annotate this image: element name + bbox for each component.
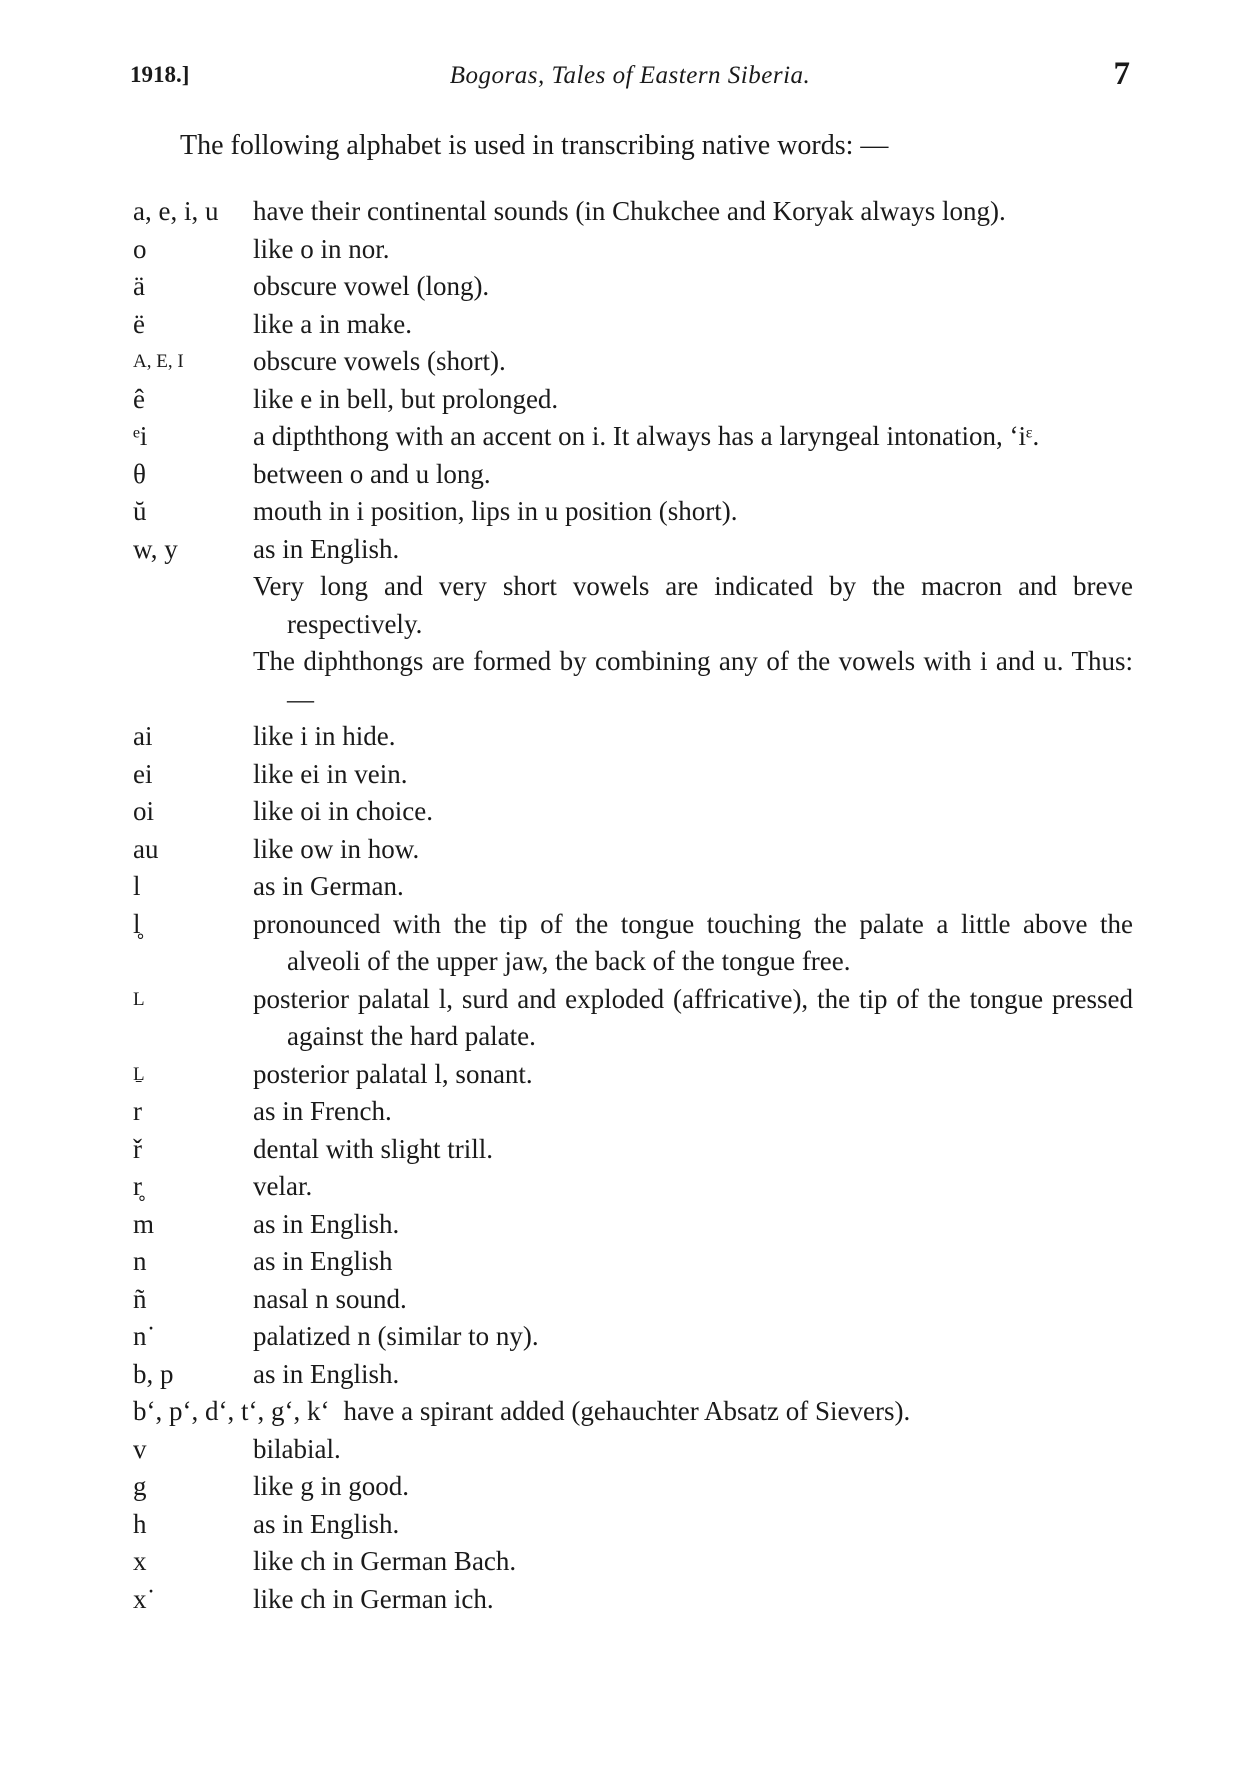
entry-description: The diphthongs are formed by combining any of the vowels with i and u. Thus: — <box>253 646 1133 714</box>
entry-symbol <box>133 643 253 718</box>
entry-symbol: Ḻ <box>133 1063 145 1085</box>
alphabet-entry <box>133 1506 1133 1544</box>
entry-symbol: ê <box>133 383 145 414</box>
entry-description: dental with slight trill. <box>253 1133 493 1164</box>
entry-description: obscure vowel (long). <box>253 271 490 301</box>
entry-description: like ch in German ich. <box>253 1583 494 1614</box>
alphabet-entry <box>133 1393 1133 1431</box>
entry-symbol: ä <box>133 271 145 301</box>
entry-description: bilabial. <box>253 1433 341 1464</box>
alphabet-entry <box>133 381 1133 419</box>
entry-description: have a spirant added (gehauchter Absatz of Sievers). <box>343 1396 911 1426</box>
entry-symbol: ᵉi <box>133 421 148 451</box>
running-header <box>130 56 1130 100</box>
entry-symbol: h <box>133 1508 147 1539</box>
header-title: Bogoras, Tales of Eastern Siberia. <box>449 62 811 89</box>
entry-description: nasal n sound. <box>253 1283 407 1314</box>
alphabet-entry <box>133 306 1133 344</box>
alphabet-entry <box>133 1056 1133 1094</box>
alphabet-entry <box>133 793 1133 831</box>
alphabet-table <box>133 193 1133 1618</box>
entry-description: as in English. <box>253 1208 400 1239</box>
entry-symbol <box>133 568 253 643</box>
alphabet-entry <box>133 643 1133 718</box>
entry-description: as in English. <box>253 1508 400 1539</box>
entry-symbol: b‘, p‘, d‘, t‘, g‘, k‘ <box>133 1396 330 1426</box>
alphabet-entry <box>133 1243 1133 1281</box>
intro-sentence: The following alphabet is used in transcribing native words: — <box>180 130 889 161</box>
alphabet-entry <box>133 1581 1133 1619</box>
entry-symbol: A, E, I <box>133 351 184 372</box>
entry-description: like ow in how. <box>253 833 420 864</box>
entry-symbol: ŭ <box>133 496 147 526</box>
alphabet-entry <box>133 1431 1133 1469</box>
entry-description: as in German. <box>253 871 404 901</box>
alphabet-entry <box>133 1131 1133 1169</box>
entry-symbol: n˙ <box>133 1321 156 1351</box>
alphabet-entry <box>133 268 1133 306</box>
alphabet-entry <box>133 981 1133 1056</box>
entry-description: like a in make. <box>253 308 412 339</box>
alphabet-entry <box>133 231 1133 269</box>
alphabet-entry <box>133 1281 1133 1319</box>
entry-symbol: ë <box>133 308 145 339</box>
entry-description: like oi in choice. <box>253 796 433 826</box>
alphabet-entry <box>133 1356 1133 1394</box>
entry-description: like g in good. <box>253 1471 409 1501</box>
entry-description: obscure vowels (short). <box>253 346 506 376</box>
alphabet-entry <box>133 1318 1133 1356</box>
alphabet-entry <box>133 756 1133 794</box>
entry-description: like i in hide. <box>253 721 396 751</box>
entry-symbol: au <box>133 833 159 864</box>
entry-description: have their continental sounds (in Chukchee and Koryak always long). <box>253 196 1006 226</box>
entry-symbol: x˙ <box>133 1583 156 1614</box>
entry-symbol: o <box>133 233 147 264</box>
alphabet-entry <box>133 493 1133 531</box>
header-year: 1918.] <box>130 62 190 87</box>
alphabet-entry <box>133 1543 1133 1581</box>
alphabet-entry <box>133 1468 1133 1506</box>
entry-description: pronounced with the tip of the tongue touching the palate a little above the alveoli of the upper jaw, the back of the tongue free. <box>253 908 1133 976</box>
entry-description: mouth in i position, lips in u position (short). <box>253 496 738 526</box>
entry-symbol: oi <box>133 796 155 826</box>
entry-symbol: v <box>133 1433 147 1464</box>
alphabet-entry <box>133 531 1133 569</box>
alphabet-entry <box>133 906 1133 981</box>
entry-symbol: l̥ <box>133 908 141 939</box>
entry-description: as in English <box>253 1246 393 1276</box>
entry-description: a dipththong with an accent on i. It always has a laryngeal intonation, ‘iᵋ. <box>253 421 1040 451</box>
entry-symbol: n <box>133 1246 147 1276</box>
entry-description: palatized n (similar to ny). <box>253 1321 539 1351</box>
entry-symbol: a, e, i, u <box>133 196 219 226</box>
entry-symbol: l <box>133 871 141 901</box>
alphabet-entry <box>133 718 1133 756</box>
entry-symbol: ñ <box>133 1283 147 1314</box>
alphabet-entry <box>133 343 1133 381</box>
entry-description: Very long and very short vowels are indicated by the macron and breve respectively. <box>253 571 1133 639</box>
page-number: 7 <box>1113 56 1130 92</box>
alphabet-entry <box>133 868 1133 906</box>
entry-symbol: ai <box>133 721 153 751</box>
alphabet-entry <box>133 193 1133 231</box>
entry-description: like o in nor. <box>253 233 390 264</box>
alphabet-entry <box>133 1168 1133 1206</box>
entry-description: posterior palatal l, sonant. <box>253 1058 533 1089</box>
entry-symbol: θ <box>133 458 146 489</box>
alphabet-entry <box>133 1206 1133 1244</box>
entry-symbol: ř <box>133 1133 142 1164</box>
entry-description: like ch in German Bach. <box>253 1546 517 1576</box>
entry-symbol: ei <box>133 758 153 789</box>
entry-symbol: b, p <box>133 1358 174 1389</box>
entry-description: as in English. <box>253 533 400 564</box>
entry-symbol: w, y <box>133 533 178 564</box>
entry-description: as in English. <box>253 1358 400 1389</box>
entry-symbol: x <box>133 1546 147 1576</box>
entry-description: like e in bell, but prolonged. <box>253 383 559 414</box>
entry-description: as in French. <box>253 1096 392 1126</box>
entry-symbol: g <box>133 1471 147 1501</box>
entry-description: posterior palatal l, surd and exploded (affricative), the tip of the tongue pressed against the hard palate. <box>253 983 1133 1051</box>
alphabet-entry <box>133 418 1133 456</box>
entry-symbol: r <box>133 1096 142 1126</box>
alphabet-entry <box>133 456 1133 494</box>
entry-symbol: m <box>133 1208 155 1239</box>
entry-description: like ei in vein. <box>253 758 408 789</box>
entry-description: velar. <box>253 1171 313 1201</box>
alphabet-entry <box>133 568 1133 643</box>
alphabet-entry <box>133 831 1133 869</box>
alphabet-entry <box>133 1093 1133 1131</box>
entry-symbol: r̥ <box>133 1171 142 1201</box>
entry-description: between o and u long. <box>253 458 491 489</box>
entry-symbol: L <box>133 988 145 1010</box>
